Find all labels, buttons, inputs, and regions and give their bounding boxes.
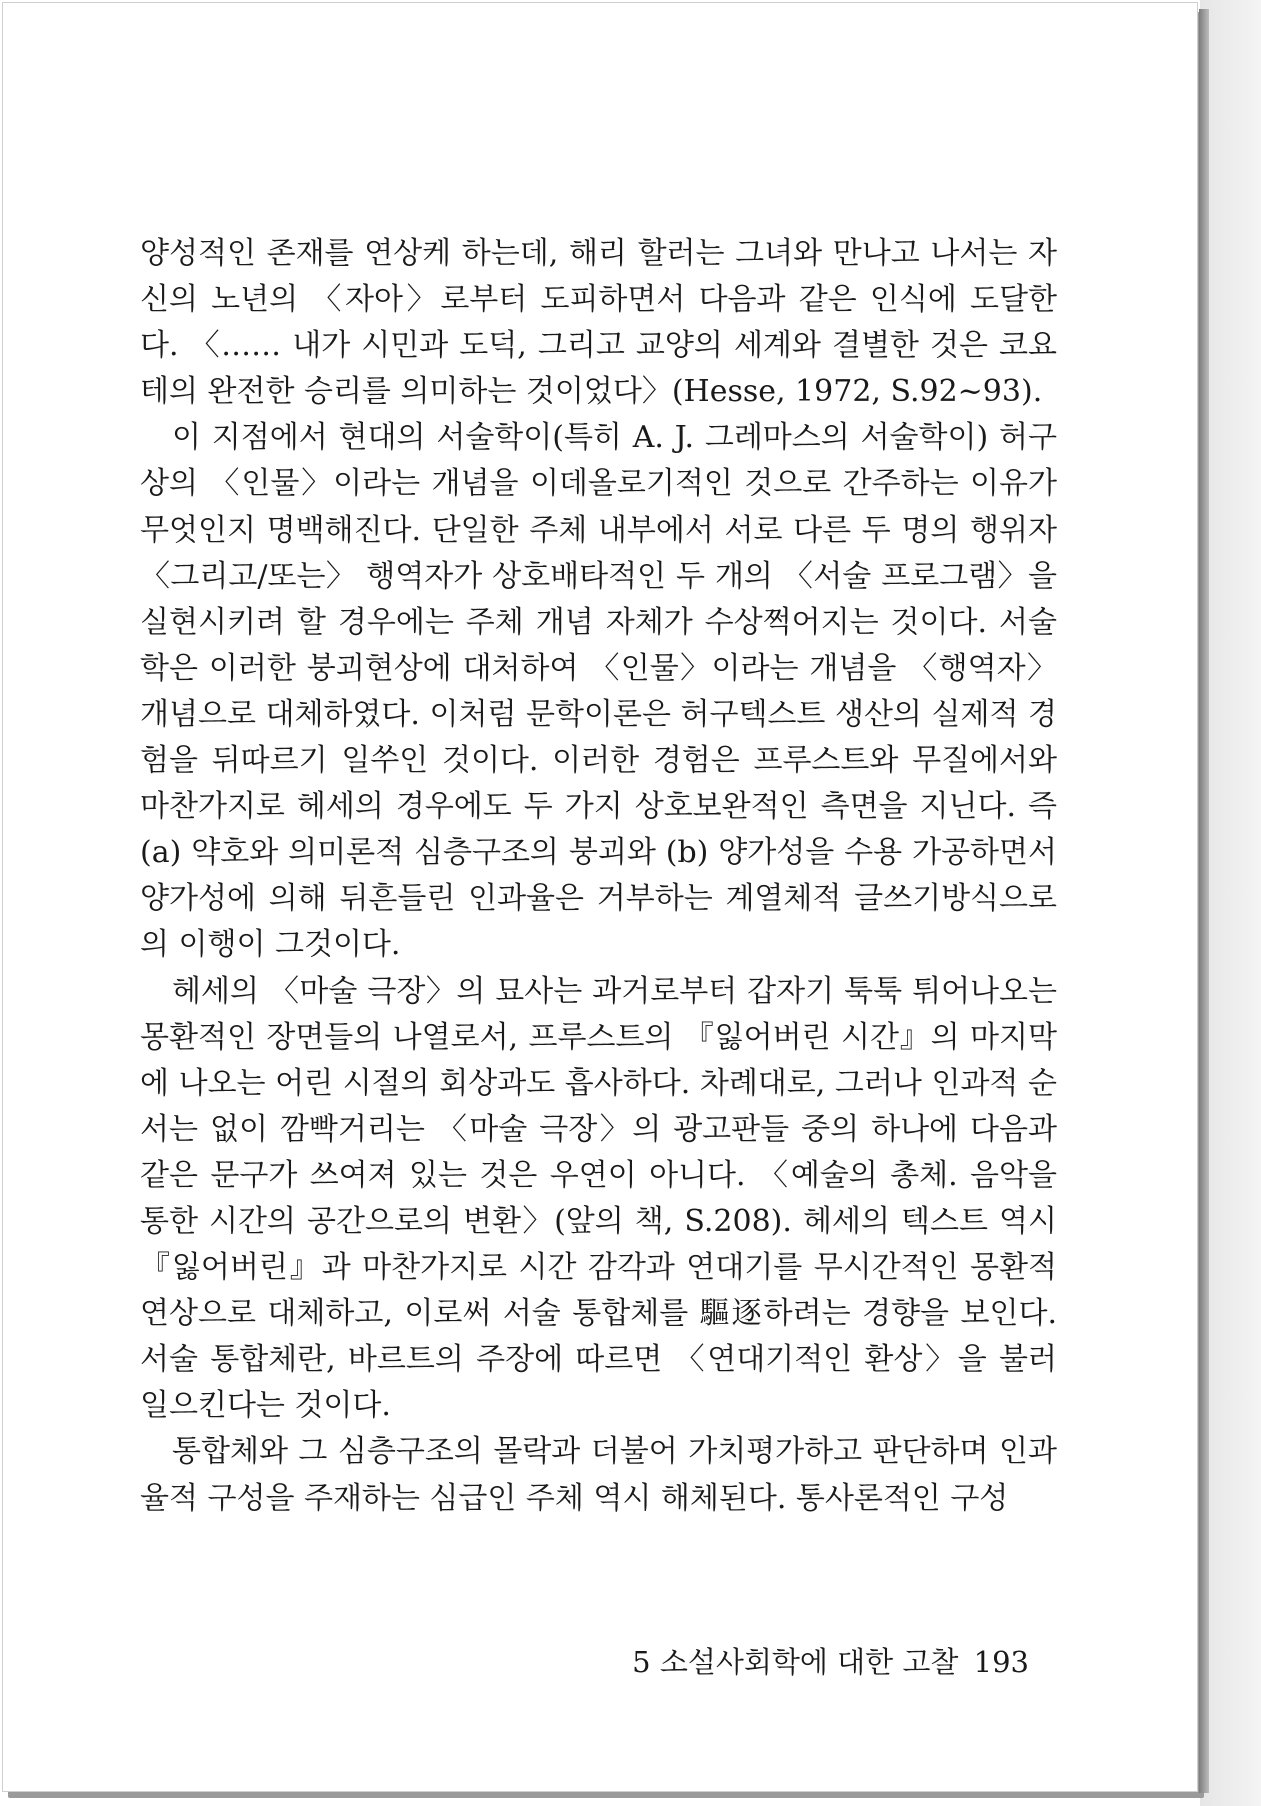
running-footer <box>626 1640 1029 1681</box>
body-text <box>140 231 1057 1522</box>
chapter-title: 5 소설사회학에 대한 고찰 <box>632 1645 959 1679</box>
page-number: 193 <box>973 1645 1029 1679</box>
book-page <box>2 2 1198 1792</box>
paragraph-4: 통합체와 그 심층구조의 몰락과 더불어 가치평가하고 판단하며 인과율적 구성을 주재하는 심급인 주체 역시 해체된다. 통사론적인 구성 <box>140 1434 1057 1516</box>
paragraph-3: 헤세의 〈마술 극장〉의 묘사는 과거로부터 갑자기 툭툭 튀어나오는 몽환적인 장면들의 나열로서, 프루스트의 『잃어버린 시간』의 마지막에 나오는 어린 시절의 회상과도 흡사하다. 차례대로, 그러나 인과적 순서는 없이 깜빡거리는 〈마술 극장〉의 광고판들 중의 하나에 다음과 같은 문구가 쓰여져 있는 것은 우연이 아니다. 〈예술의 총체. 음악을 통한 시간의 공간으로의 변환〉(앞의 책, S.208). 헤세의 텍스트 역시 『잃어버린』과 마찬가지로 시간 감각과 연대기를 무시간적인 몽환적 연상으로 대체하고, 이로써 서술 통합체를 驅逐하려는 경향을 보인다. 서술 통합체란, 바르트의 주장에 따르면 〈연대기적인 환상〉을 불러일으킨다는 것이다. <box>140 973 1057 1424</box>
paragraph-1: 양성적인 존재를 연상케 하는데, 해리 할러는 그녀와 만나고 나서는 자신의 노년의 〈자아〉로부터 도피하면서 다음과 같은 인식에 도달한다. 〈…… 내가 시민과 도덕, 그리고 교양의 세계와 결별한 것은 코요테의 완전한 승리를 의미하는 것이었다〉(Hesse, 1972, S.92~93). <box>140 236 1057 410</box>
paragraph-2: 이 지점에서 현대의 서술학이(특히 A. J. 그레마스의 서술학이) 허구상의 〈인물〉이라는 개념을 이데올로기적인 것으로 간주하는 이유가 무엇인지 명백해진다. 단일한 주체 내부에서 서로 다른 두 명의 행위자〈그리고/또는〉 행역자가 상호배타적인 두 개의 〈서술 프로그램〉을 실현시키려 할 경우에는 주체 개념 자체가 수상쩍어지는 것이다. 서술학은 이러한 붕괴현상에 대처하여 〈인물〉이라는 개념을 〈행역자〉 개념으로 대체하였다. 이처럼 문학이론은 허구텍스트 생산의 실제적 경험을 뒤따르기 일쑤인 것이다. 이러한 경험은 프루스트와 무질에서와 마찬가지로 헤세의 경우에도 두 가지 상호보완적인 측면을 지닌다. 즉 (a) 약호와 의미론적 심층구조의 붕괴와 (b) 양가성을 수용 가공하면서 양가성에 의해 뒤흔들린 인과율은 거부하는 계열체적 글쓰기방식으로의 이행이 그것이다. <box>140 420 1057 963</box>
